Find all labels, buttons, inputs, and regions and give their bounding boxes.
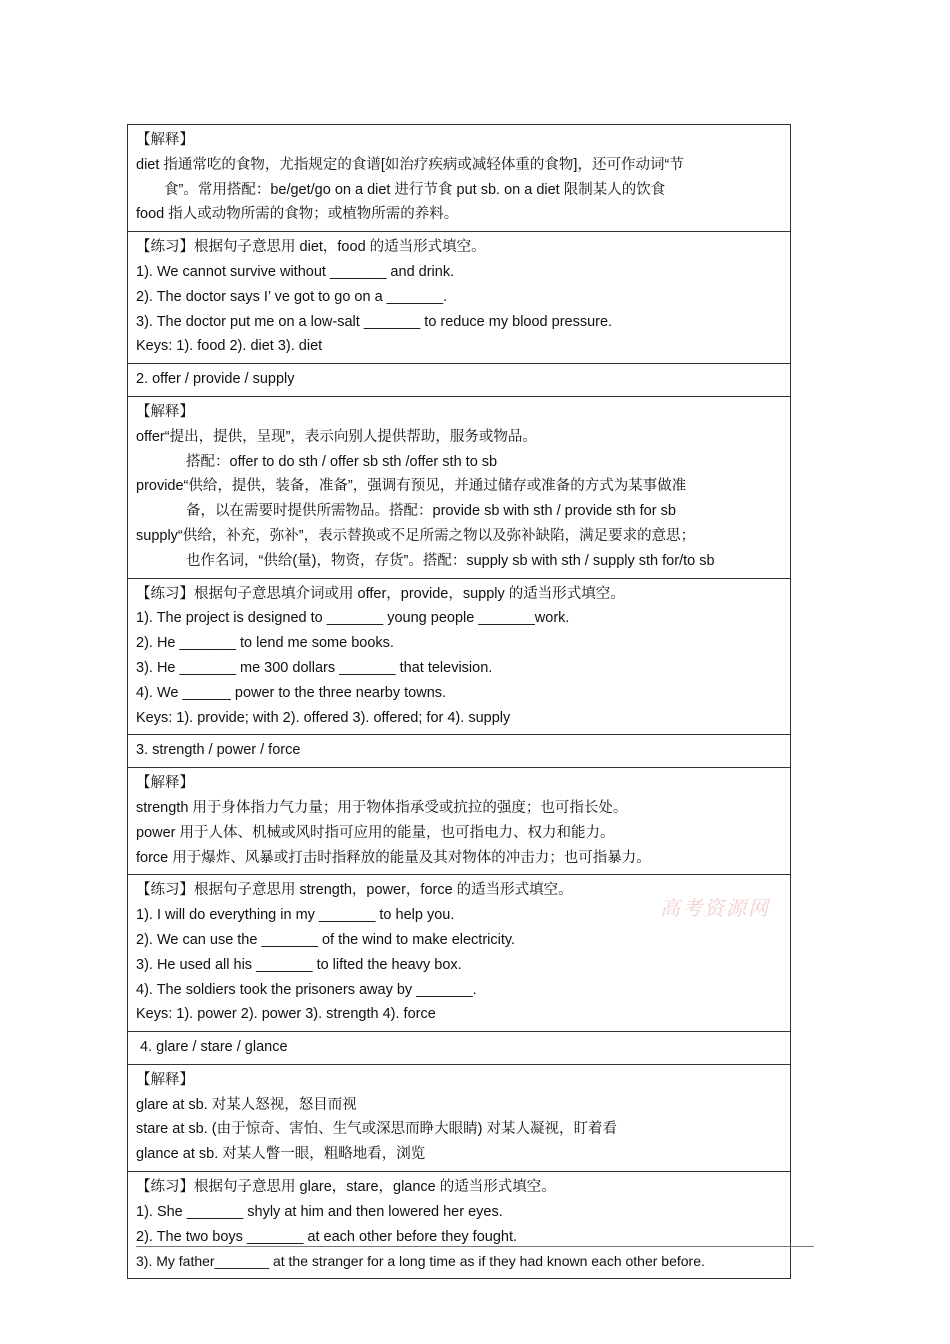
practice-keys: Keys: 1). provide; with 2). offered 3). offered; for 4). supply	[136, 709, 511, 726]
offer-explain-row	[128, 396, 791, 578]
explain-line: provide“供给，提供，装备，准备”，强调有预见，并通过储存或准备的方式为某事做准	[136, 478, 687, 495]
strength-explain-cell	[128, 768, 791, 875]
practice-header: 【练习】根据句子意思用 strength，power，force 的适当形式填空。	[136, 882, 573, 899]
practice-question: 2). He _______ to lend me some books.	[136, 635, 394, 652]
offer-explain-cell	[128, 396, 791, 578]
section-title: 2. offer / provide / supply	[128, 364, 791, 397]
vocabulary-table	[127, 124, 791, 1279]
glare-practice-cell	[128, 1172, 791, 1279]
explain-line: food 指人或动物所需的食物；或植物所需的养料。	[136, 206, 459, 223]
explain-header: 【解释】	[136, 132, 194, 148]
explain-line: 也作名词，“供给(量)，物资，存货”。搭配：supply sb with sth / supply sth for/to sb	[186, 552, 715, 569]
explain-line: supply“供给，补充，弥补”，表示替换或不足所需之物以及弥补缺陷，满足要求的意思；	[136, 527, 696, 544]
diet-food-practice-cell	[128, 232, 791, 364]
section-title: 4. glare / stare / glance	[128, 1032, 791, 1065]
practice-question: 1). The project is designed to _______ young people _______work.	[136, 610, 570, 627]
explain-header: 【解释】	[136, 1071, 194, 1088]
practice-question: 2). We can use the _______ of the wind to make electricity.	[136, 931, 516, 948]
practice-header: 【练习】根据句子意思用 glare，stare，glance 的适当形式填空。	[136, 1179, 556, 1196]
explain-line: offer“提出，提供，呈现”，表示向别人提供帮助，服务或物品。	[136, 428, 537, 445]
glare-title-row	[128, 1032, 791, 1065]
offer-practice-cell	[128, 578, 791, 735]
offer-title-row	[128, 364, 791, 397]
explain-line: 食”。常用搭配：be/get/go on a diet 进行节食 put sb. on a diet 限制某人的饮食	[164, 181, 666, 198]
strength-title-row	[128, 735, 791, 768]
footer-divider	[136, 1246, 814, 1247]
explain-line: power 用于人体、机械或风时指可应用的能量，也可指电力、权力和能力。	[136, 824, 615, 841]
offer-practice-row	[128, 578, 791, 735]
explain-header: 【解释】	[136, 775, 194, 792]
explain-line: strength 用于身体指力气力量；用于物体指承受或抗拉的强度；也可指长处。	[136, 799, 628, 816]
glare-explain-row	[128, 1064, 791, 1171]
practice-header: 【练习】根据句子意思填介词或用 offer，provide，supply 的适当形式填空。	[136, 585, 625, 602]
explain-line: glare at sb. 对某人怒视，怒目而视	[136, 1096, 357, 1113]
section-title: 3. strength / power / force	[128, 735, 791, 768]
diet-food-explain-cell	[128, 125, 791, 232]
explain-line: glance at sb. 对某人瞥一眼，粗略地看，浏览	[136, 1146, 426, 1163]
explain-line: 搭配：offer to do sth / offer sb sth /offer sth to sb	[186, 453, 498, 470]
diet-food-explain-row	[128, 125, 791, 232]
practice-question: 1). I will do everything in my _______ to help you.	[136, 907, 455, 924]
strength-explain-row	[128, 768, 791, 875]
explain-line: stare at sb. (由于惊奇、害怕、生气或深思而睁大眼睛) 对某人凝视，盯着看	[136, 1121, 617, 1138]
practice-question: 4). The soldiers took the prisoners away by _______.	[136, 981, 477, 998]
practice-keys: Keys: 1). power 2). power 3). strength 4). force	[136, 1006, 436, 1023]
practice-question: 3). The doctor put me on a low-salt _______ to reduce my blood pressure.	[136, 313, 613, 330]
practice-question: 3). My father_______ at the stranger for a long time as if they had known each other before.	[136, 1253, 705, 1270]
watermark-text: 高考资源网	[660, 896, 770, 920]
explain-line: force 用于爆炸、风暴或打击时指释放的能量及其对物体的冲击力；也可指暴力。	[136, 849, 651, 866]
glare-explain-cell	[128, 1064, 791, 1171]
practice-question: 3). He used all his _______ to lifted the heavy box.	[136, 956, 462, 973]
practice-question: 2). The doctor says I’ ve got to go on a _______.	[136, 288, 448, 305]
practice-question: 4). We ______ power to the three nearby towns.	[136, 684, 447, 701]
practice-question: 1). We cannot survive without _______ and drink.	[136, 263, 455, 280]
practice-header: 【练习】根据句子意思用 diet，food 的适当形式填空。	[136, 239, 486, 256]
practice-question: 1). She _______ shyly at him and then lowered her eyes.	[136, 1203, 503, 1220]
explain-line: diet 指通常吃的食物，尤指规定的食谱[如治疗疾病或减轻体重的食物]，还可作动词“节	[136, 156, 684, 173]
explain-line: 备，以在需要时提供所需物品。搭配：provide sb with sth / provide sth for sb	[186, 503, 676, 520]
practice-question: 3). He _______ me 300 dollars _______ that television.	[136, 659, 493, 676]
practice-question: 2). The two boys _______ at each other before they fought.	[136, 1228, 518, 1245]
glare-practice-row	[128, 1172, 791, 1279]
practice-keys: Keys: 1). food 2). diet 3). diet	[136, 338, 323, 355]
diet-food-practice-row	[128, 232, 791, 364]
explain-header: 【解释】	[136, 403, 194, 420]
